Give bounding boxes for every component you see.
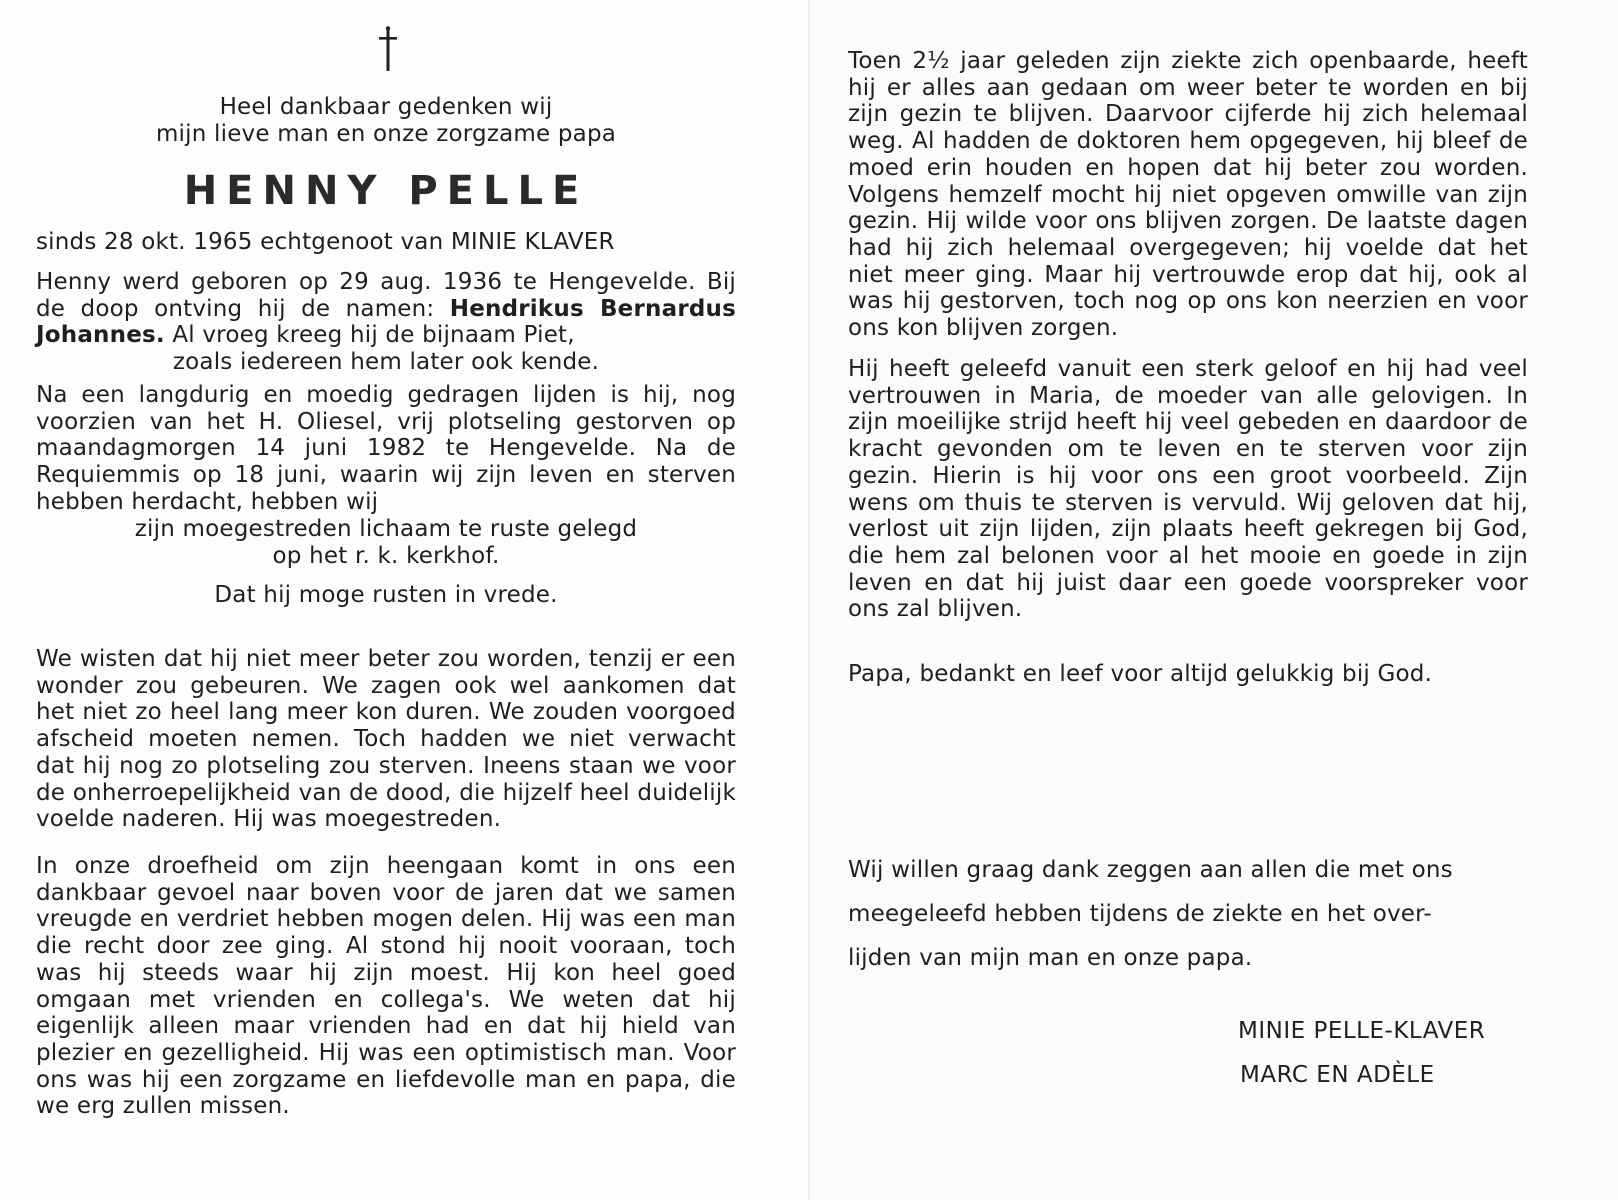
cross-icon xyxy=(376,26,400,72)
thanks-line-2: meegeleefd hebben tijdens de ziekte en het over- xyxy=(848,901,1432,927)
burial-line-1: zijn moegestreden lichaam te ruste gelegd xyxy=(134,516,638,542)
thanks-paragraph xyxy=(848,848,1548,980)
story-paragraph-2: In onze droefheid om zijn heengaan komt in ons een dankbaar gevoel naar boven voor de jaren dat we samen vreugde en verdriet hebben mogen delen. Hij was een man die recht door zee ging. Al stond hij nooit vooraan, toch was hij steeds waar hij zijn moest. Hij kon heel goed omgaan met vrienden en collega's. We weten dat hij eigenlijk alleen maar vrienden had en dat hij hield van plezier en gezelligheid. Hij was een optimistisch man. Voor ons was hij een zorgzame en liefdevolle man en papa, die we erg zullen missen. xyxy=(36,853,736,1120)
faith-paragraph: Hij heeft geleefd vanuit een sterk geloof en hij had veel vertrouwen in Maria, de moeder van alle gelovigen. In zijn moeilijke strijd heeft hij veel gebeden en daardoor de kracht gevonden om te leven en te sterven voor zijn gezin. Hierin is hij voor ons een groot voorbeeld. Zijn wens om thuis te sterven is vervuld. Wij geloven dat hij, verlost uit zijn lijden, zijn plaats heeft gekregen bij God, die hem zal belonen voor al het mooie en goede in zijn leven en dat hij juist daar een goede voorspreker voor ons zal blijven. xyxy=(848,356,1528,623)
thanks-line-3: lijden van mijn man en onze papa. xyxy=(848,945,1253,971)
right-panel xyxy=(810,0,1618,1200)
story-paragraph-1: We wisten dat hij niet meer beter zou worden, tenzij er een wonder zou gebeuren. We zagen ook wel aankomen dat het niet zo heel lang meer kon duren. We zouden voorgoed afscheid moeten nemen. Toch hadden we niet verwacht dat hij nog zo plotseling zou sterven. Ineens staan we voor de onherroepelijkheid van de dood, die hijzelf heel duidelijk voelde naderen. Hij was moegestreden. xyxy=(36,646,736,833)
signature-widow: MINIE PELLE-KLAVER xyxy=(1238,1018,1486,1044)
baptism-names: Hendrikus Bernardus Johannes. xyxy=(36,295,736,349)
intro-line-2: mijn lieve man en onze zorgzame papa xyxy=(155,120,617,147)
intro-line-1: Heel dankbaar gedenken wij xyxy=(219,94,553,120)
illness-paragraph: Toen 2½ jaar geleden zijn ziekte zich openbaarde, heeft hij er alles aan gedaan om weer beter te worden en bij zijn gezin te blijven. Daarvoor cijferde hij zich helemaal weg. Al hadden de doktoren hem opgegeven, hij bleef de moed erin houden en hopen dat hij beter zou worden. Volgens hemzelf mocht hij niet opgeven omwille van zijn gezin. Hij wilde voor ons blijven zorgen. De laatste dagen had hij zich helemaal overgegeven; hij voelde dat het niet meer ging. Maar hij vertrouwde erop dat hij, ook al was hij gestorven, toch nog op ons kon neerzien en voor ons kon blijven zorgen. xyxy=(848,48,1528,342)
farewell-line: Papa, bedankt en leef voor altijd gelukkig bij God. xyxy=(848,661,1433,687)
burial-line-2: op het r. k. kerkhof. xyxy=(272,542,500,569)
birth-closing: zoals iedereen hem later ook kende. xyxy=(172,349,600,375)
burial-lines xyxy=(36,516,736,569)
thanks-line-1: Wij willen graag dank zeggen aan allen die met ons xyxy=(848,857,1453,883)
signature-children: MARC EN ADÈLE xyxy=(1240,1062,1435,1088)
marriage-line: sinds 28 okt. 1965 echtgenoot van MINIE KLAVER xyxy=(36,229,615,255)
birth-text-2: Al vroeg kreeg hij de bijnaam Piet, xyxy=(164,322,575,349)
birth-paragraph xyxy=(36,269,736,349)
deceased-name: HENNY PELLE xyxy=(183,168,589,214)
intro-heading xyxy=(36,94,736,147)
rest-in-peace: Dat hij moge rusten in vrede. xyxy=(214,582,558,608)
birth-text-1: Henny werd geboren op 29 aug. 1936 te Hengevelde. Bij de doop ontving hij de namen: xyxy=(36,269,736,322)
death-paragraph: Na een langdurig en moedig gedragen lijden is hij, nog voorzien van het H. Oliesel, vrij plotseling gestorven op maandagmorgen 14 juni 1982 te Hengevelde. Na de Requiemmis op 18 juni, waarin wij zijn leven en sterven hebben herdacht, hebben wij xyxy=(36,382,736,515)
